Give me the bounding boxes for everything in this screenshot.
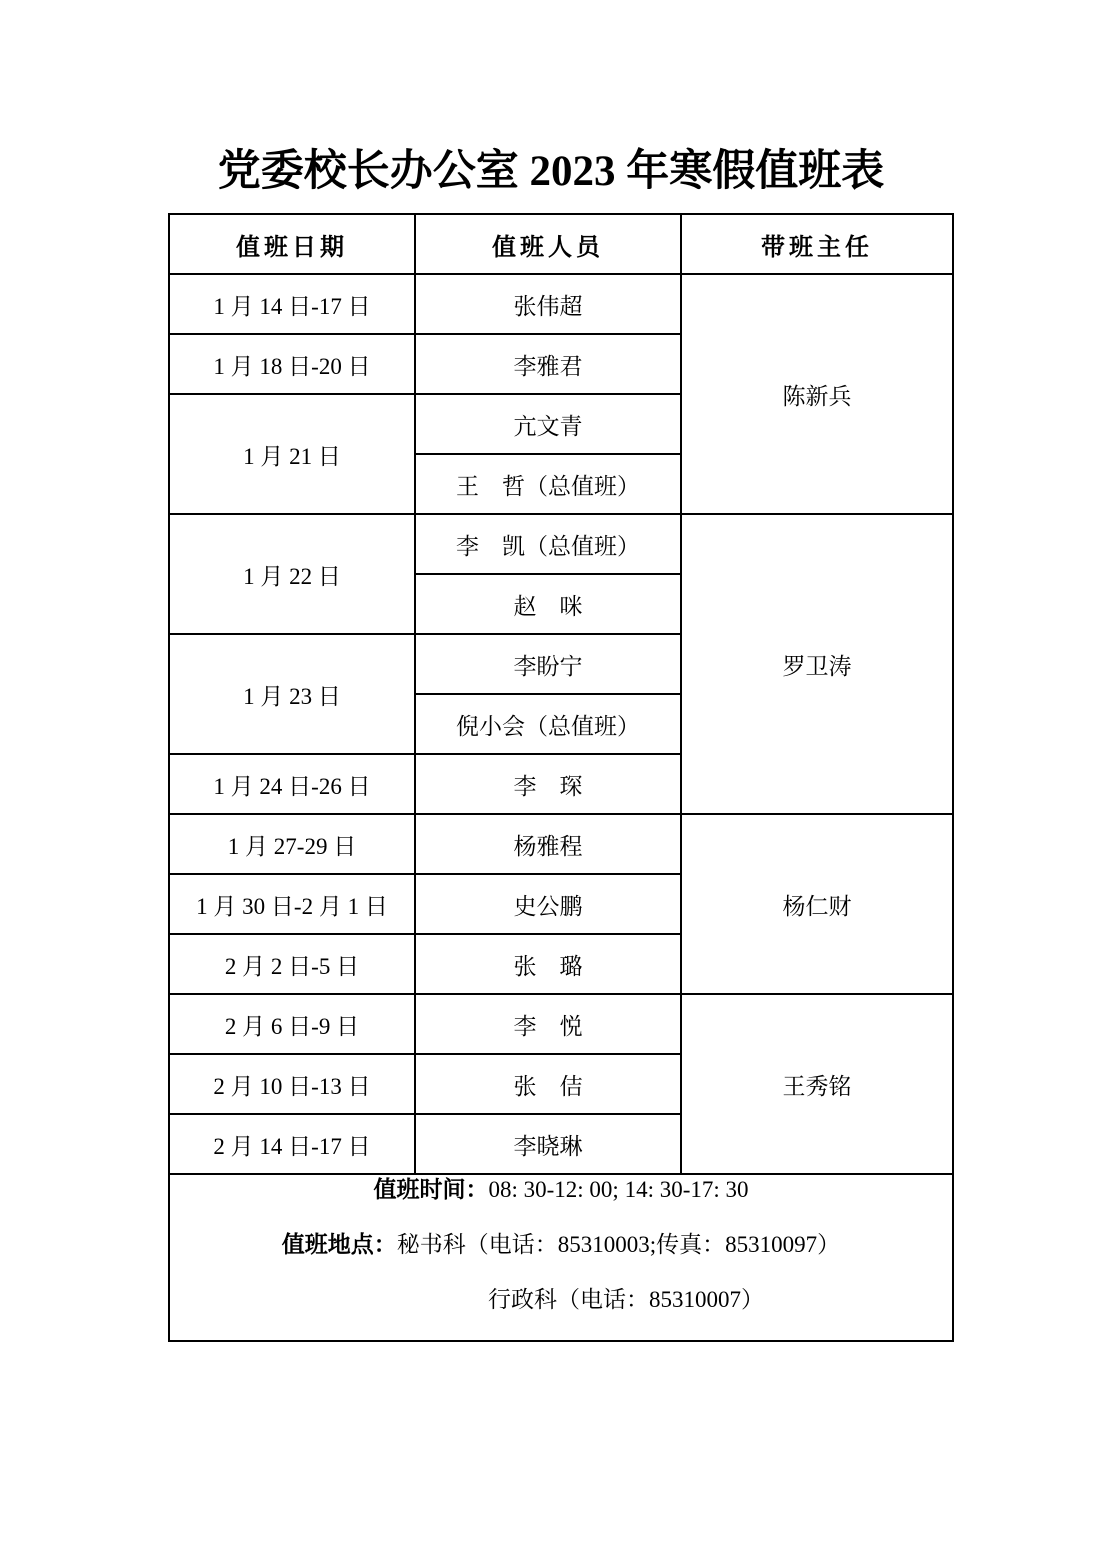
duty-person-cell: 张 璐 bbox=[415, 934, 681, 994]
duty-date-cell: 1 月 27-29 日 bbox=[169, 814, 415, 874]
supervisor-cell: 杨仁财 bbox=[681, 814, 953, 994]
duty-date-cell: 1 月 23 日 bbox=[169, 634, 415, 754]
duty-person-cell: 李雅君 bbox=[415, 334, 681, 394]
page-title: 党委校长办公室 2023 年寒假值班表 bbox=[217, 148, 885, 195]
duty-person-cell: 史公鹏 bbox=[415, 874, 681, 934]
duty-location-line bbox=[170, 1230, 952, 1260]
duty-location-line-2 bbox=[170, 1285, 952, 1315]
supervisor-cell: 罗卫涛 bbox=[681, 514, 953, 814]
duty-date-cell: 1 月 14 日-17 日 bbox=[169, 274, 415, 334]
duty-location-value-2: 行政科（电话：85310007） bbox=[488, 1287, 764, 1313]
notes-cell bbox=[169, 1174, 953, 1341]
duty-person-cell: 李晓琳 bbox=[415, 1114, 681, 1174]
duty-location-label: 值班地点： bbox=[281, 1232, 397, 1258]
supervisor-cell: 王秀铭 bbox=[681, 994, 953, 1174]
column-header-person: 值班人员 bbox=[415, 214, 681, 274]
duty-date-cell: 1 月 22 日 bbox=[169, 514, 415, 634]
duty-person-cell: 李 凯（总值班） bbox=[415, 514, 681, 574]
table-row bbox=[169, 514, 953, 574]
duty-time-line bbox=[170, 1175, 952, 1205]
column-header-supervisor: 带班主任 bbox=[681, 214, 953, 274]
duty-date-cell: 2 月 6 日-9 日 bbox=[169, 994, 415, 1054]
supervisor-cell: 陈新兵 bbox=[681, 274, 953, 514]
duty-date-cell: 1 月 18 日-20 日 bbox=[169, 334, 415, 394]
notes-row bbox=[169, 1174, 953, 1341]
duty-roster-table bbox=[168, 213, 954, 1342]
duty-person-cell: 王 哲（总值班） bbox=[415, 454, 681, 514]
table-row bbox=[169, 814, 953, 874]
duty-person-cell: 杨雅程 bbox=[415, 814, 681, 874]
table-row bbox=[169, 994, 953, 1054]
header-row bbox=[169, 214, 953, 274]
duty-date-cell: 2 月 14 日-17 日 bbox=[169, 1114, 415, 1174]
duty-person-cell: 赵 咪 bbox=[415, 574, 681, 634]
duty-time-value: 08: 30-12: 00; 14: 30-17: 30 bbox=[488, 1177, 749, 1203]
duty-person-cell: 张伟超 bbox=[415, 274, 681, 334]
duty-person-cell: 倪小会（总值班） bbox=[415, 694, 681, 754]
duty-date-cell: 1 月 24 日-26 日 bbox=[169, 754, 415, 814]
duty-location-value-1: 秘书科（电话：85310003;传真：85310097） bbox=[396, 1232, 841, 1258]
duty-date-cell: 1 月 30 日-2 月 1 日 bbox=[169, 874, 415, 934]
duty-date-cell: 2 月 2 日-5 日 bbox=[169, 934, 415, 994]
duty-person-cell: 亢文青 bbox=[415, 394, 681, 454]
table-row bbox=[169, 274, 953, 334]
duty-person-cell: 李 悦 bbox=[415, 994, 681, 1054]
duty-date-cell: 1 月 21 日 bbox=[169, 394, 415, 514]
duty-date-cell: 2 月 10 日-13 日 bbox=[169, 1054, 415, 1114]
duty-person-cell: 李盼宁 bbox=[415, 634, 681, 694]
duty-person-cell: 张 佶 bbox=[415, 1054, 681, 1114]
column-header-date: 值班日期 bbox=[169, 214, 415, 274]
duty-person-cell: 李 琛 bbox=[415, 754, 681, 814]
duty-time-label: 值班时间： bbox=[373, 1177, 489, 1203]
